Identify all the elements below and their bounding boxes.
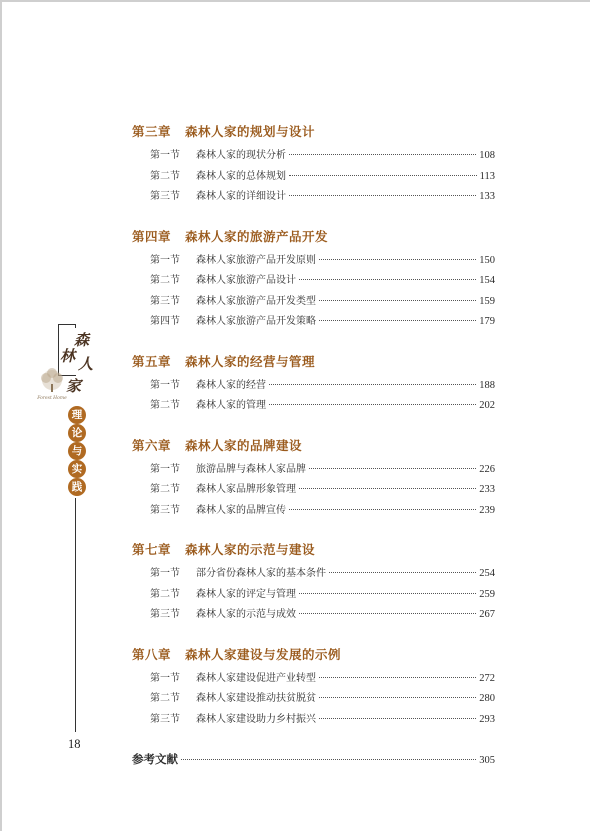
chapter-number: 第六章	[132, 437, 172, 453]
references-page: 305	[479, 755, 495, 766]
leader-dots	[299, 593, 476, 594]
leader-dots	[289, 509, 476, 510]
page-ref: 154	[479, 275, 495, 286]
forest-home-logo	[32, 364, 72, 404]
leader-dots	[319, 697, 476, 698]
toc-entry[interactable]	[132, 312, 495, 333]
chapter-block	[132, 645, 495, 731]
side-rule-vertical	[75, 498, 76, 732]
chapter-title[interactable]	[132, 227, 495, 247]
toc-entry[interactable]	[132, 460, 495, 481]
leader-dots	[319, 259, 476, 260]
section-number: 第一节	[150, 379, 180, 391]
leader-dots	[299, 488, 476, 489]
leader-dots	[289, 195, 476, 196]
chapter-number: 第四章	[132, 228, 172, 244]
chapter-title[interactable]	[132, 436, 495, 456]
chapter-name: 森林人家的示范与建设	[185, 542, 316, 557]
chapter-number: 第三章	[132, 124, 172, 139]
section-title: 森林人家的详细设计	[196, 191, 286, 202]
section-title: 森林人家的品牌宣传	[196, 504, 286, 516]
page-ref: 267	[479, 609, 495, 620]
page-ref: 272	[479, 672, 495, 684]
section-title: 森林人家旅游产品开发原则	[196, 254, 316, 266]
section-number: 第三节	[150, 713, 180, 725]
chapter-block	[132, 227, 495, 333]
chapter-number: 第五章	[132, 353, 172, 369]
section-number: 第三节	[150, 609, 180, 620]
leader-dots	[269, 404, 476, 405]
leader-dots	[329, 572, 476, 573]
section-number: 第一节	[150, 150, 180, 161]
toc-entry[interactable]	[132, 605, 495, 626]
page-ref: 202	[479, 400, 495, 411]
section-number: 第二节	[150, 484, 180, 495]
section-title: 森林人家的管理	[196, 400, 266, 411]
section-title: 森林人家的总体规划	[196, 170, 286, 182]
leader-dots	[289, 175, 477, 176]
chapter-block	[132, 436, 495, 522]
toc-entry[interactable]	[132, 251, 495, 272]
section-number: 第二节	[150, 275, 180, 286]
section-title: 森林人家建设促进产业转型	[196, 672, 316, 684]
section-number: 第一节	[150, 568, 180, 579]
section-title: 森林人家旅游产品开发类型	[196, 295, 316, 307]
side-title-char: 家	[66, 377, 82, 395]
chapter-name: 森林人家的品牌建设	[185, 437, 303, 453]
page-ref: 259	[479, 588, 495, 600]
toc-entry[interactable]	[132, 292, 495, 313]
page-ref: 293	[479, 713, 495, 725]
chapter-block	[132, 122, 495, 208]
section-number: 第二节	[150, 588, 180, 600]
page-ref: 239	[479, 504, 495, 516]
toc-entry[interactable]	[132, 187, 495, 208]
side-badge: 论	[68, 424, 86, 442]
side-title-char: 人	[78, 355, 94, 373]
toc-entry[interactable]	[132, 167, 495, 188]
references-entry[interactable]	[132, 749, 495, 769]
side-badge: 践	[68, 478, 86, 496]
page-ref: 113	[479, 170, 495, 182]
logo-text: Forest Home	[37, 396, 67, 401]
leader-dots	[319, 320, 476, 321]
chapter-block	[132, 540, 495, 626]
section-number: 第二节	[150, 170, 180, 182]
toc-entry[interactable]	[132, 710, 495, 731]
chapter-name: 森林人家建设与发展的示例	[185, 646, 342, 662]
section-title: 森林人家的现状分析	[196, 150, 286, 161]
leader-dots	[319, 677, 476, 678]
side-badge: 理	[68, 406, 86, 424]
section-number: 第三节	[150, 504, 180, 516]
section-number: 第三节	[150, 295, 180, 307]
chapter-block	[132, 352, 495, 417]
section-title: 森林人家旅游产品开发策略	[196, 316, 316, 327]
page-ref: 108	[479, 150, 495, 161]
section-number: 第三节	[150, 191, 180, 202]
section-title: 森林人家的经营	[196, 379, 266, 391]
leader-dots	[181, 759, 476, 760]
section-number: 第二节	[150, 693, 180, 704]
leader-dots	[309, 468, 476, 469]
toc-entry[interactable]	[132, 669, 495, 690]
section-title: 森林人家的示范与成效	[196, 609, 296, 620]
section-number: 第四节	[150, 316, 180, 327]
page-ref: 254	[479, 568, 495, 579]
chapter-title[interactable]	[132, 645, 495, 665]
toc-entry[interactable]	[132, 376, 495, 397]
toc-entry[interactable]	[132, 146, 495, 167]
section-title: 旅游品牌与森林人家品牌	[196, 463, 306, 475]
chapter-name: 森林人家的经营与管理	[185, 353, 316, 369]
toc-entry[interactable]	[132, 689, 495, 710]
toc-entry[interactable]	[132, 564, 495, 585]
table-of-contents	[132, 122, 495, 769]
page-number: 18	[68, 737, 81, 751]
page-ref: 150	[479, 254, 495, 266]
side-badge: 与	[68, 442, 86, 460]
page-ref: 179	[479, 316, 495, 327]
toc-entry[interactable]	[132, 396, 495, 417]
chapter-title[interactable]	[132, 352, 495, 372]
leader-dots	[319, 718, 476, 719]
section-title: 部分省份森林人家的基本条件	[196, 568, 326, 579]
leader-dots	[299, 279, 476, 280]
section-number: 第一节	[150, 463, 180, 475]
section-number: 第一节	[150, 672, 180, 684]
leader-dots	[269, 384, 476, 385]
chapter-title[interactable]	[132, 540, 495, 560]
page-ref: 133	[479, 191, 495, 202]
section-title: 森林人家品牌形象管理	[196, 484, 296, 495]
side-title-char: 森	[74, 331, 90, 349]
toc-entry[interactable]	[132, 480, 495, 501]
side-badge: 实	[68, 460, 86, 478]
references-title: 参考文献	[132, 752, 178, 766]
leader-dots	[299, 613, 476, 614]
leader-dots	[319, 300, 476, 301]
section-number: 第二节	[150, 400, 180, 411]
toc-entry[interactable]	[132, 271, 495, 292]
page-ref: 233	[479, 484, 495, 495]
chapter-number: 第七章	[132, 542, 172, 557]
section-title: 森林人家旅游产品设计	[196, 275, 296, 286]
page-ref: 188	[479, 379, 495, 391]
section-title: 森林人家的评定与管理	[196, 588, 296, 600]
toc-entry[interactable]	[132, 585, 495, 606]
leader-dots	[289, 154, 476, 155]
chapter-name: 森林人家的规划与设计	[185, 124, 316, 139]
section-title: 森林人家建设推动扶贫脱贫	[196, 693, 316, 704]
chapter-name: 森林人家的旅游产品开发	[185, 228, 329, 244]
section-title: 森林人家建设助力乡村振兴	[196, 713, 316, 725]
chapter-list	[132, 122, 495, 730]
section-number: 第一节	[150, 254, 180, 266]
page-ref: 226	[479, 463, 495, 475]
side-title-char: 林	[60, 347, 76, 365]
chapter-title[interactable]	[132, 122, 495, 142]
toc-entry[interactable]	[132, 501, 495, 522]
chapter-number: 第八章	[132, 646, 172, 662]
page-ref: 280	[479, 693, 495, 704]
page-ref: 159	[479, 295, 495, 307]
